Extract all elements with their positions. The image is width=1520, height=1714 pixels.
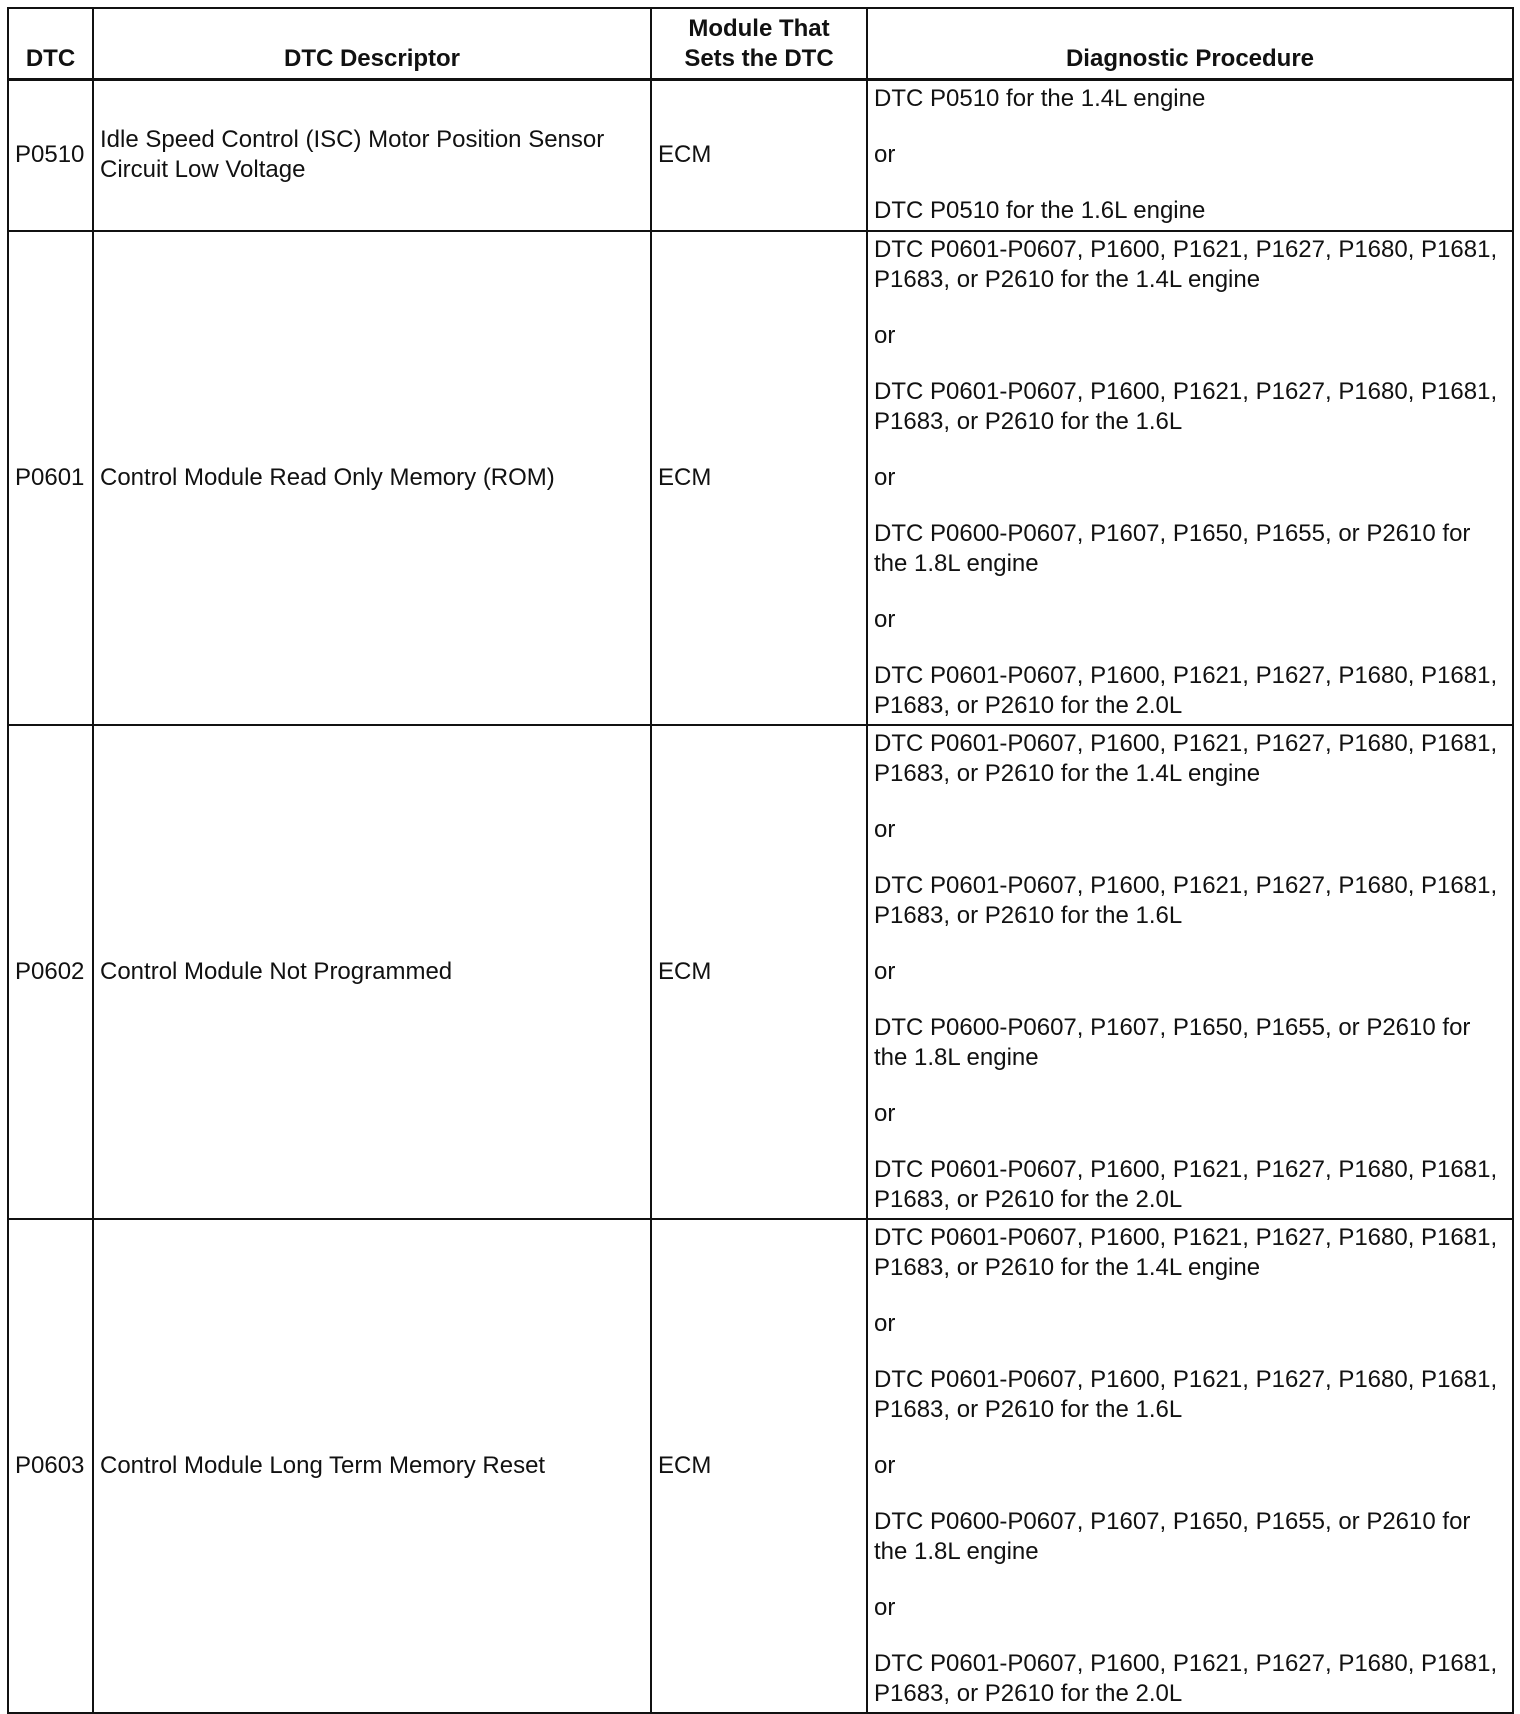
procedure-link[interactable]: DTC P0601-P0607, P1600, P1621, P1627, P1680, P1681, P1683, or P2610 for the 2.0L — [874, 662, 1498, 719]
dtc-code: P0510 — [8, 79, 93, 231]
procedure-link[interactable]: DTC P0601-P0607, P1600, P1621, P1627, P1680, P1681, P1683, or P2610 for the 1.4L engine — [874, 730, 1498, 787]
diagnostic-procedure — [867, 231, 1513, 725]
table-row — [8, 1219, 1513, 1713]
procedure-link[interactable]: DTC P0600-P0607, P1607, P1650, P1655, or P2610 for the 1.8L engine — [874, 1014, 1471, 1071]
header-row — [8, 8, 1513, 79]
procedure-separator: or — [874, 1310, 896, 1337]
procedure-separator: or — [874, 606, 896, 633]
dtc-code: P0603 — [8, 1219, 93, 1713]
table-body — [8, 79, 1513, 1713]
procedure-separator: or — [874, 141, 896, 169]
procedure-link[interactable]: DTC P0601-P0607, P1600, P1621, P1627, P1680, P1681, P1683, or P2610 for the 1.4L engine — [874, 1224, 1498, 1281]
header-module-line1: Module That — [688, 14, 830, 42]
header-descriptor: DTC Descriptor — [93, 8, 651, 79]
dtc-descriptor: Control Module Read Only Memory (ROM) — [93, 231, 651, 725]
procedure-separator: or — [874, 816, 896, 843]
procedure-link[interactable]: DTC P0510 for the 1.6L engine — [874, 197, 1206, 225]
procedure-link[interactable]: DTC P0601-P0607, P1600, P1621, P1627, P1680, P1681, P1683, or P2610 for the 1.6L — [874, 378, 1498, 435]
procedure-list — [874, 1223, 1506, 1709]
procedure-separator: or — [874, 322, 896, 349]
header-procedure: Diagnostic Procedure — [867, 8, 1513, 79]
setting-module: ECM — [651, 79, 867, 231]
procedure-link[interactable]: DTC P0601-P0607, P1600, P1621, P1627, P1680, P1681, P1683, or P2610 for the 2.0L — [874, 1650, 1498, 1707]
diagnostic-procedure — [867, 79, 1513, 231]
dtc-descriptor: Idle Speed Control (ISC) Motor Position Sensor Circuit Low Voltage — [93, 79, 651, 231]
dtc-descriptor: Control Module Not Programmed — [93, 725, 651, 1219]
header-module — [651, 8, 867, 79]
procedure-separator: or — [874, 958, 896, 985]
procedure-separator: or — [874, 1594, 896, 1621]
dtc-code: P0602 — [8, 725, 93, 1219]
procedure-separator: or — [874, 1452, 896, 1479]
table-row — [8, 231, 1513, 725]
setting-module: ECM — [651, 231, 867, 725]
header-module-line2: Sets the DTC — [684, 44, 834, 72]
procedure-list — [874, 729, 1506, 1215]
procedure-separator: or — [874, 1100, 896, 1127]
procedure-separator: or — [874, 464, 896, 491]
setting-module: ECM — [651, 1219, 867, 1713]
procedure-link[interactable]: DTC P0600-P0607, P1607, P1650, P1655, or P2610 for the 1.8L engine — [874, 520, 1471, 577]
procedure-link[interactable]: DTC P0510 for the 1.4L engine — [874, 85, 1206, 113]
procedure-list — [874, 235, 1506, 721]
dtc-descriptor: Control Module Long Term Memory Reset — [93, 1219, 651, 1713]
procedure-link[interactable]: DTC P0601-P0607, P1600, P1621, P1627, P1680, P1681, P1683, or P2610 for the 1.6L — [874, 872, 1498, 929]
dtc-table — [7, 7, 1514, 1714]
diagnostic-procedure — [867, 725, 1513, 1219]
diagnostic-procedure — [867, 1219, 1513, 1713]
table-header — [8, 8, 1513, 79]
procedure-link[interactable]: DTC P0600-P0607, P1607, P1650, P1655, or P2610 for the 1.8L engine — [874, 1508, 1471, 1565]
setting-module: ECM — [651, 725, 867, 1219]
table-row — [8, 79, 1513, 231]
procedure-link[interactable]: DTC P0601-P0607, P1600, P1621, P1627, P1680, P1681, P1683, or P2610 for the 1.6L — [874, 1366, 1498, 1423]
table-row — [8, 725, 1513, 1219]
procedure-link[interactable]: DTC P0601-P0607, P1600, P1621, P1627, P1680, P1681, P1683, or P2610 for the 1.4L engine — [874, 236, 1498, 293]
header-dtc: DTC — [8, 8, 93, 79]
procedure-list — [874, 84, 1506, 226]
dtc-code: P0601 — [8, 231, 93, 725]
procedure-link[interactable]: DTC P0601-P0607, P1600, P1621, P1627, P1680, P1681, P1683, or P2610 for the 2.0L — [874, 1156, 1498, 1213]
